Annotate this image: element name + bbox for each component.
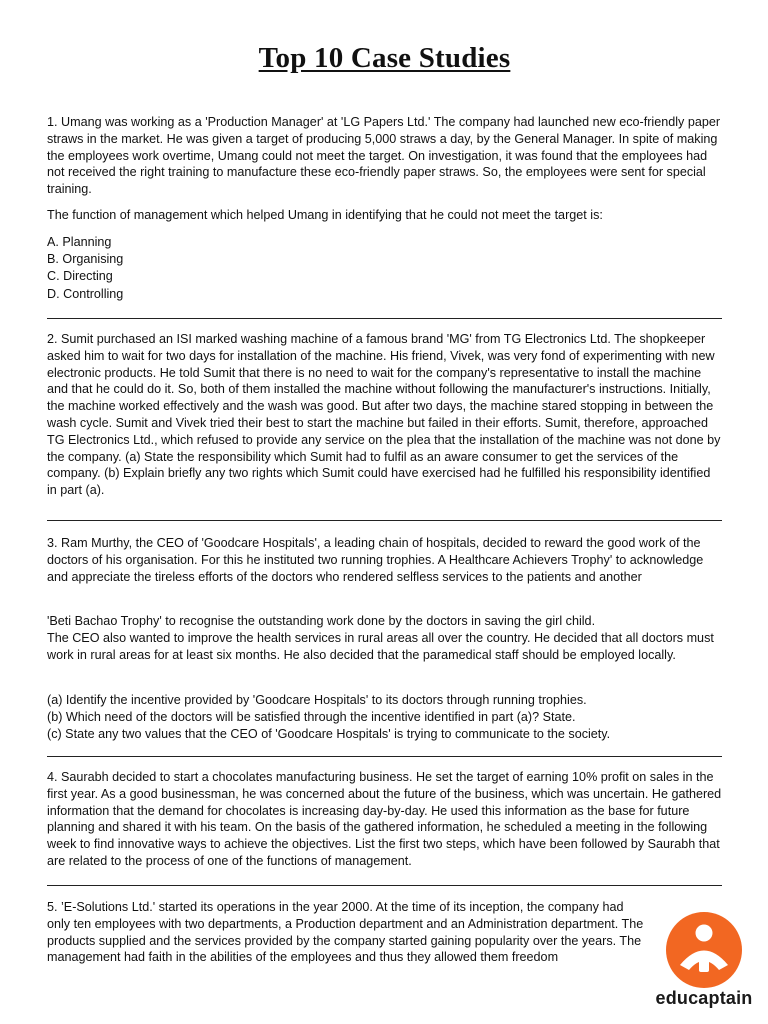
- case-study-1-question-block: [47, 207, 722, 224]
- case-study-1-options: [47, 234, 722, 303]
- divider-2: [47, 520, 722, 521]
- option-c: C. Directing: [47, 269, 113, 284]
- option-d: D. Controlling: [47, 286, 124, 301]
- logo-badge: [666, 912, 742, 988]
- case-study-4: [47, 769, 722, 870]
- educaptain-logo: [648, 912, 760, 1016]
- case-study-1-question: The function of management which helped Umang in identifying that he could not meet the target is:: [47, 208, 603, 222]
- case-study-2-text: 2. Sumit purchased an ISI marked washing machine of a famous brand 'MG' from TG Electronics Ltd. The shopkeeper asked him to wait for two days for installation of the machine. His friend, Vivek, was very fond of experimenting with new electronic products. He told Sumit that there is no need to wait for the company's representative to install the machine and that he could do it. So, both of them installed the machine without following the manufacturer's instructions. Initially, the machine worked effectively and the wash was good. But after two days, the machine stared stopping in between the wash cycle. Sumit and Vivek tried their best to start the machine but failed in their efforts. Sumit, therefore, approached TG Electronics Ltd., which refused to provide any service on the plea that the installation of the machine was not done by the company. (a) State the responsibility which Sumit had to fulfil as an aware consumer to get the services of the company. (b) Explain briefly any two rights which Sumit could have exercised had he fulfilled his responsibility identified in part (a).: [47, 332, 721, 498]
- case-study-2: [47, 331, 722, 499]
- part-a: (a) Identify the incentive provided by 'Goodcare Hospitals' to its doctors through running trophies.: [47, 693, 587, 707]
- case-study-1: [47, 114, 722, 198]
- divider-1: [47, 318, 722, 319]
- case-study-4-text: 4. Saurabh decided to start a chocolates manufacturing business. He set the target of earning 10% profit on sales in the first year. As a good businessman, he was concerned about the future of the business, which was uncertain. He gathered information that the demand for chocolates is increasing day-by-day. He used this information as the base for future planning and shared it with his team. On the basis of the gathered information, he scheduled a meeting in the following week to find innovative ways to achieve the objectives. List the first two steps, which have been followed by Saurabh that are related to the process of one of the functions of management.: [47, 770, 722, 868]
- page-title: Top 10 Case Studies: [258, 42, 511, 74]
- part-c: (c) State any two values that the CEO of 'Goodcare Hospitals' is trying to communicate to the society.: [47, 726, 611, 741]
- part-b: (b) Which need of the doctors will be satisfied through the incentive identified in part (a)? State.: [47, 709, 576, 724]
- option-a: A. Planning: [47, 235, 112, 249]
- case-study-1-text: 1. Umang was working as a 'Production Manager' at 'LG Papers Ltd.' The company had launched new eco-friendly paper straws in the market. He was given a target of producing 5,000 straws a day, by the General Manager. In spite of making the employees work overtime, Umang could not meet the target. On investigation, it was found that the employees had not received the right training to manufacture these eco-friendly paper straws. So, the employees were sent for special training.: [47, 115, 721, 197]
- case-study-3-text-2b: The CEO also wanted to improve the health services in rural areas all over the country. He decided that all doctors must work in rural areas for at least six months. He also decided that the paramedical staff should be employed locally.: [47, 630, 714, 662]
- person-with-raised-arms-icon: [666, 912, 742, 988]
- case-study-5-text: 5. ’E-Solutions Ltd.' started its operations in the year 2000. At the time of its inception, the company had only ten employees with two departments, a Production department and an Administration department. The products supplied and the services provided by the company started gaining popularity over the years. The management had faith in the abilities of the employees and thus they allowed them freedom: [47, 900, 644, 965]
- case-study-3-parts: [47, 692, 722, 742]
- case-study-5: [47, 899, 647, 966]
- case-study-3: [47, 535, 722, 585]
- case-study-3-text: 3. Ram Murthy, the CEO of 'Goodcare Hospitals', a leading chain of hospitals, decided to reward the good work of the doctors of his organisation. For this he instituted two running trophies. A Healthcare Achievers Trophy' to acknowledge and appreciate the tireless efforts of the doctors who rendered selfless services to the patients and another: [47, 536, 704, 584]
- case-study-3-text-2a: 'Beti Bachao Trophy' to recognise the outstanding work done by the doctors in saving the girl child.: [47, 614, 596, 628]
- case-study-3-continued: [47, 613, 722, 663]
- logo-wordmark: educaptain: [655, 988, 753, 1008]
- divider-3: [47, 756, 722, 757]
- option-b: B. Organising: [47, 252, 124, 267]
- divider-4: [47, 885, 722, 886]
